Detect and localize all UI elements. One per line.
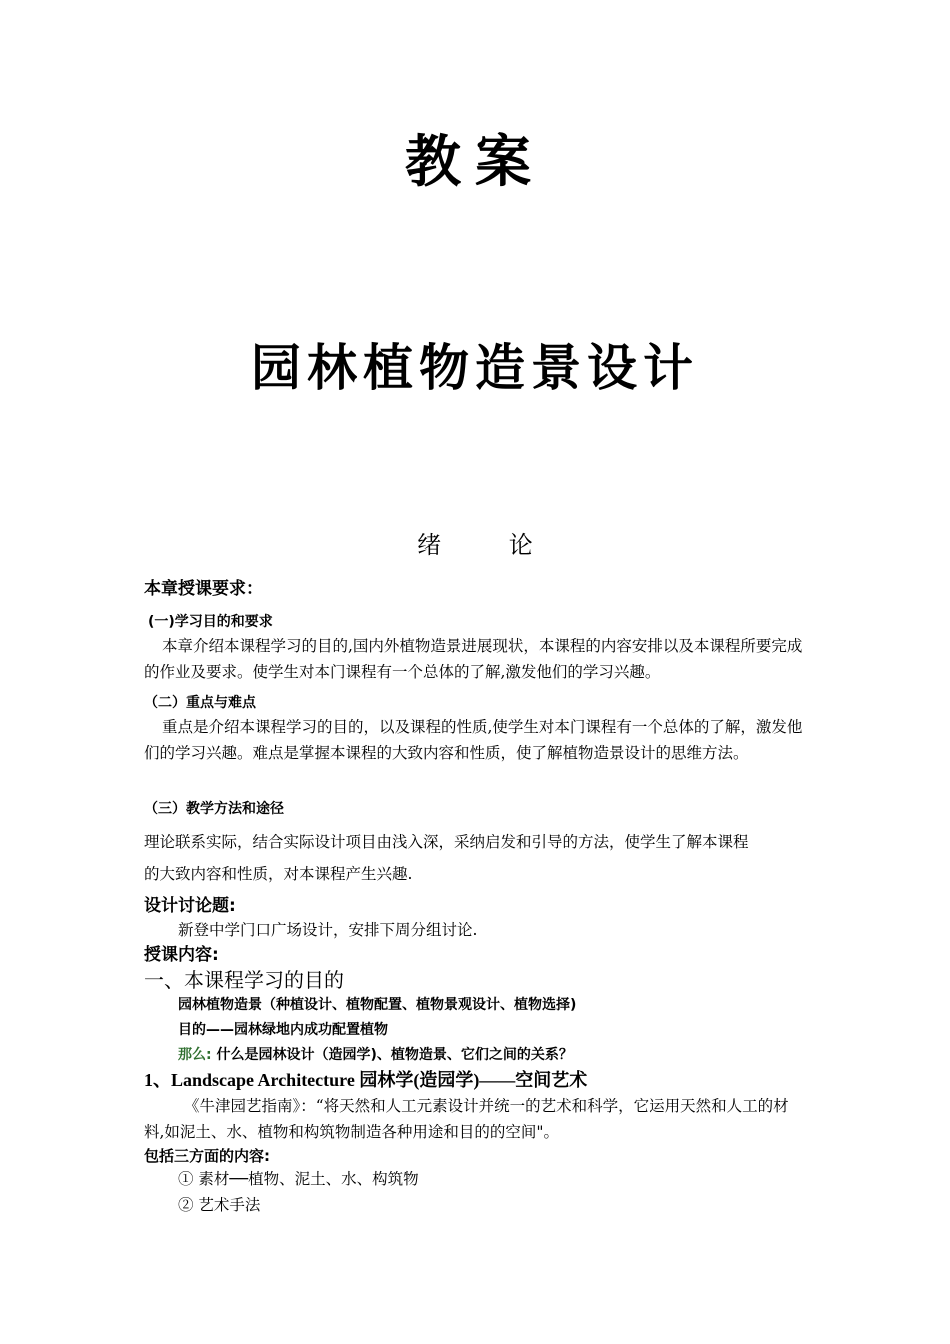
section3-line1: 理论联系实际，结合实际设计项目由浅入深，采纳启发和引导的方法，使学生了解本课程 bbox=[144, 833, 749, 851]
section2-heading: （二）重点与难点 bbox=[144, 695, 256, 711]
includes-item-1: ① 素材──植物、泥土、水、构筑物 bbox=[178, 1170, 419, 1188]
section1-text: 本章介绍本课程学习的目的,国内外植物造景进展现状，本课程的内容安排以及本课程所要完成的作业及要求。使学生对本门课程有一个总体的了解,激发他们的学习兴趣。 bbox=[144, 637, 803, 681]
question-text: 什么是园林设计（造园学)、植物造景、它们之间的关系？ bbox=[216, 1047, 573, 1063]
landscape-quote: 《牛津园艺指南》：“将天然和人工元素设计并统一的艺术和科学，它运用天然和人工的材料,如泥土、水、植物和构筑物制造各种用途和目的的空间"。 bbox=[144, 1097, 789, 1141]
content-heading: 授课内容: bbox=[144, 945, 219, 965]
landscape-heading: 1、Landscape Architecture 园林学(造园学)——空间艺术 bbox=[144, 1070, 588, 1090]
section3-heading: （三）教学方法和途径 bbox=[144, 801, 284, 817]
chapter-title: 绪 论 bbox=[417, 531, 563, 559]
requirements-heading: 本章授课要求： bbox=[144, 579, 263, 599]
part1-heading: 一、本课程学习的目的 bbox=[144, 968, 344, 992]
section1-heading: (一)学习目的和要求 bbox=[148, 614, 273, 630]
course-title: 园林植物造景设计 bbox=[251, 339, 699, 397]
includes-heading: 包括三方面的内容: bbox=[144, 1147, 270, 1165]
question-prefix: 那么: bbox=[178, 1047, 212, 1063]
includes-item-2: ② 艺术手法 bbox=[178, 1196, 261, 1214]
section2-text: 重点是介绍本课程学习的目的，以及课程的性质,使学生对本门课程有一个总体的了解，激发他们的学习兴趣。难点是掌握本课程的大致内容和性质，使了解植物造景设计的思维方法。 bbox=[144, 718, 803, 762]
section3-line2: 的大致内容和性质，对本课程产生兴趣. bbox=[144, 865, 413, 883]
document-title: 教案 bbox=[405, 130, 545, 195]
part1-line2: 目的——园林绿地内成功配置植物 bbox=[178, 1022, 388, 1038]
discussion-heading: 设计讨论题: bbox=[144, 896, 236, 916]
part1-line1: 园林植物造景（种植设计、植物配置、植物景观设计、植物选择) bbox=[178, 997, 577, 1013]
discussion-text: 新登中学门口广场设计，安排下周分组讨论. bbox=[178, 921, 478, 939]
part1-question-line bbox=[178, 1044, 573, 1066]
